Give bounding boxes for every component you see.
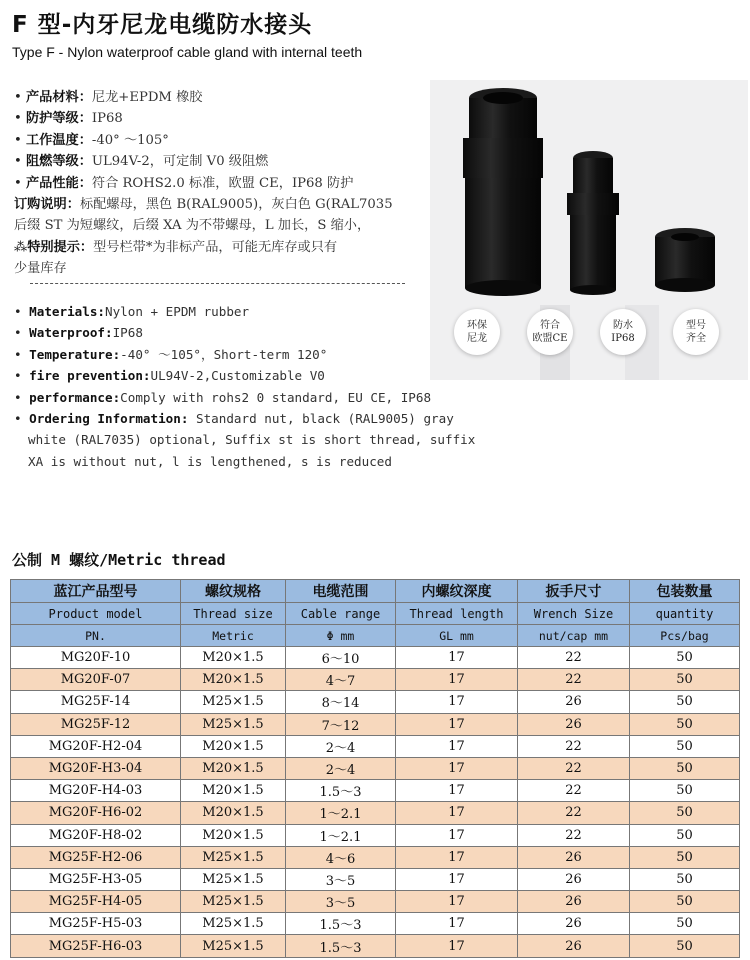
table-cell: 1.5～3 <box>286 935 396 957</box>
table-cell: 2～4 <box>286 735 396 757</box>
table-cell: 50 <box>630 647 740 669</box>
table-cell: 26 <box>518 891 630 913</box>
table-row <box>11 757 740 779</box>
badge-full-range: 型号 齐全 <box>673 309 719 355</box>
table-header-unit <box>11 625 740 647</box>
header-cell: Metric <box>181 625 286 647</box>
table-cell: 1.5～3 <box>286 913 396 935</box>
header-cell: GL mm <box>396 625 518 647</box>
page-subtitle: Type F - Nylon waterproof cable gland with internal teeth <box>12 44 363 60</box>
table-cell: MG20F-H2-04 <box>11 735 181 757</box>
table-cell: 50 <box>630 935 740 957</box>
table-cell: 22 <box>518 757 630 779</box>
table-cell: 22 <box>518 669 630 691</box>
table-cell: 17 <box>396 868 518 890</box>
table-cell: 17 <box>396 802 518 824</box>
page-title: F 型-内牙尼龙电缆防水接头 <box>12 12 313 38</box>
table-cell: MG20F-H8-02 <box>11 824 181 846</box>
header-cell: Product model <box>11 603 181 625</box>
header-cell: Pcs/bag <box>630 625 740 647</box>
table-cell: 50 <box>630 735 740 757</box>
table-row <box>11 802 740 824</box>
table-cell: 26 <box>518 935 630 957</box>
header-cell: Thread size <box>181 603 286 625</box>
table-row <box>11 647 740 669</box>
spec-item: • 产品材料：尼龙+EPDM 橡胶 <box>14 90 203 105</box>
table-cell: 1～2.1 <box>286 824 396 846</box>
table-cell: 4～7 <box>286 669 396 691</box>
divider <box>30 283 405 284</box>
spec-list-en <box>14 301 484 472</box>
table-cell: 26 <box>518 868 630 890</box>
table-cell: M25×1.5 <box>181 691 286 713</box>
table-cell: 50 <box>630 691 740 713</box>
spec-item: 后缀 ST 为短螺纹，后缀 XA 为不带螺母，L 加长，S 缩小， <box>14 218 371 234</box>
spec-table <box>10 579 740 958</box>
table-cell: MG25F-H6-03 <box>11 935 181 957</box>
table-cell: 50 <box>630 780 740 802</box>
table-row <box>11 935 740 957</box>
table-row <box>11 780 740 802</box>
header-cell: Wrench Size <box>518 603 630 625</box>
table-cell: 50 <box>630 757 740 779</box>
badge-ce: 符合 欧盟CE <box>527 309 573 355</box>
header-cell: quantity <box>630 603 740 625</box>
table-cell: 1.5～3 <box>286 780 396 802</box>
header-cell: 蓝江产品型号 <box>11 580 181 603</box>
spec-item: • Materials:Nylon + EPDM rubber <box>14 304 250 319</box>
spec-item: • Ordering Information: Standard nut, black (RAL9005) gray white (RAL7035) optional, Suffix st is short thread, suffix XA is without nut, l is lengthened, s is reduced <box>14 411 476 469</box>
table-cell: 26 <box>518 713 630 735</box>
table-cell: 50 <box>630 913 740 935</box>
table-cell: M20×1.5 <box>181 647 286 669</box>
table-cell: MG25F-H2-06 <box>11 846 181 868</box>
header-cell: Φ mm <box>286 625 396 647</box>
spec-item: 订购说明：标配螺母，黑色 B(RAL9005)，灰白色 G(RAL7035 <box>14 197 393 213</box>
table-cell: 22 <box>518 802 630 824</box>
table-cell: 26 <box>518 846 630 868</box>
table-cell: M20×1.5 <box>181 757 286 779</box>
table-cell: MG20F-10 <box>11 647 181 669</box>
header-cell: nut/cap mm <box>518 625 630 647</box>
table-row <box>11 868 740 890</box>
table-cell: 17 <box>396 780 518 802</box>
spec-item: • fire prevention:UL94V-2,Customizable V0 <box>14 368 325 384</box>
spec-item: • 防护等级：IP68 <box>14 111 123 127</box>
spec-item: • 阻燃等级：UL94V-2，可定制 V0 级阻燃 <box>14 154 269 170</box>
spec-item: ⁂特别提示：型号栏带*为非标产品，可能无库存或只有 <box>14 239 338 255</box>
spec-item: 少量库存 <box>14 261 67 277</box>
table-cell: M25×1.5 <box>181 868 286 890</box>
table-cell: 17 <box>396 846 518 868</box>
large-gland <box>463 88 543 296</box>
table-cell: MG25F-H4-05 <box>11 891 181 913</box>
table-cell: MG25F-14 <box>11 691 181 713</box>
table-cell: MG25F-H5-03 <box>11 913 181 935</box>
table-cell: 17 <box>396 713 518 735</box>
table-cell: 4～6 <box>286 846 396 868</box>
table-cell: MG20F-H3-04 <box>11 757 181 779</box>
table-cell: 3～5 <box>286 868 396 890</box>
table-cell: 22 <box>518 735 630 757</box>
table-header-en <box>11 603 740 625</box>
header-cell: 内螺纹深度 <box>396 580 518 603</box>
spec-item: • performance:Comply with rohs2 0 standard, EU CE, IP68 <box>14 389 432 405</box>
table-cell: MG20F-H4-03 <box>11 780 181 802</box>
table-cell: MG25F-12 <box>11 713 181 735</box>
table-cell: M25×1.5 <box>181 935 286 957</box>
table-cell: 50 <box>630 802 740 824</box>
table-cell: 22 <box>518 824 630 846</box>
table-row <box>11 691 740 713</box>
medium-gland <box>567 151 619 295</box>
table-cell: M20×1.5 <box>181 802 286 824</box>
table-cell: M25×1.5 <box>181 913 286 935</box>
table-row <box>11 713 740 735</box>
spec-list-cn <box>14 87 434 280</box>
table-cell: 26 <box>518 913 630 935</box>
table-row <box>11 846 740 868</box>
header-cell: PN. <box>11 625 181 647</box>
table-cell: 1～2.1 <box>286 802 396 824</box>
header-cell: 包装数量 <box>630 580 740 603</box>
table-cell: M20×1.5 <box>181 780 286 802</box>
table-cell: 6～10 <box>286 647 396 669</box>
product-photo <box>430 80 748 380</box>
table-cell: 17 <box>396 735 518 757</box>
table-cell: 22 <box>518 780 630 802</box>
header-cell: 螺纹规格 <box>181 580 286 603</box>
spec-item: • 产品性能：符合 ROHS2.0 标准，欧盟 CE，IP68 防护 <box>14 175 354 191</box>
badge-ip68: 防水 IP68 <box>600 309 646 355</box>
table-cell: 50 <box>630 824 740 846</box>
table-cell: 17 <box>396 669 518 691</box>
table-cell: 17 <box>396 824 518 846</box>
table-cell: MG25F-H3-05 <box>11 868 181 890</box>
table-cell: 22 <box>518 647 630 669</box>
header-cell: Thread length <box>396 603 518 625</box>
table-cell: 50 <box>630 891 740 913</box>
table-cell: 8～14 <box>286 691 396 713</box>
section-title: 公制 M 螺纹/Metric thread <box>12 551 226 569</box>
table-cell: 26 <box>518 691 630 713</box>
header-cell: Cable range <box>286 603 396 625</box>
nut-cap <box>655 228 715 292</box>
spec-item: • 工作温度：-40° ～105° <box>14 132 169 148</box>
table-cell: 17 <box>396 757 518 779</box>
table-cell: 50 <box>630 713 740 735</box>
table-cell: 2～4 <box>286 757 396 779</box>
spec-item: • Temperature:-40° ～105°，Short-term 120° <box>14 346 328 362</box>
table-cell: M20×1.5 <box>181 735 286 757</box>
table-cell: 3～5 <box>286 891 396 913</box>
table-cell: 17 <box>396 691 518 713</box>
table-cell: 50 <box>630 669 740 691</box>
badge-eco-nylon: 环保 尼龙 <box>454 309 500 355</box>
table-cell: 17 <box>396 913 518 935</box>
header-cell: 扳手尺寸 <box>518 580 630 603</box>
table-cell: 17 <box>396 647 518 669</box>
table-cell: 17 <box>396 891 518 913</box>
table-cell: M25×1.5 <box>181 846 286 868</box>
spec-item: • Waterproof:IP68 <box>14 325 143 341</box>
table-cell: MG20F-07 <box>11 669 181 691</box>
table-cell: 50 <box>630 846 740 868</box>
table-cell: M25×1.5 <box>181 713 286 735</box>
table-cell: 7～12 <box>286 713 396 735</box>
table-row <box>11 913 740 935</box>
table-cell: MG20F-H6-02 <box>11 802 181 824</box>
table-row <box>11 891 740 913</box>
table-row <box>11 824 740 846</box>
table-cell: 50 <box>630 868 740 890</box>
table-row <box>11 735 740 757</box>
table-cell: M20×1.5 <box>181 669 286 691</box>
table-row <box>11 669 740 691</box>
table-cell: M20×1.5 <box>181 824 286 846</box>
header-cell: 电缆范围 <box>286 580 396 603</box>
table-header-cn <box>11 580 740 603</box>
table-cell: M25×1.5 <box>181 891 286 913</box>
table-cell: 17 <box>396 935 518 957</box>
